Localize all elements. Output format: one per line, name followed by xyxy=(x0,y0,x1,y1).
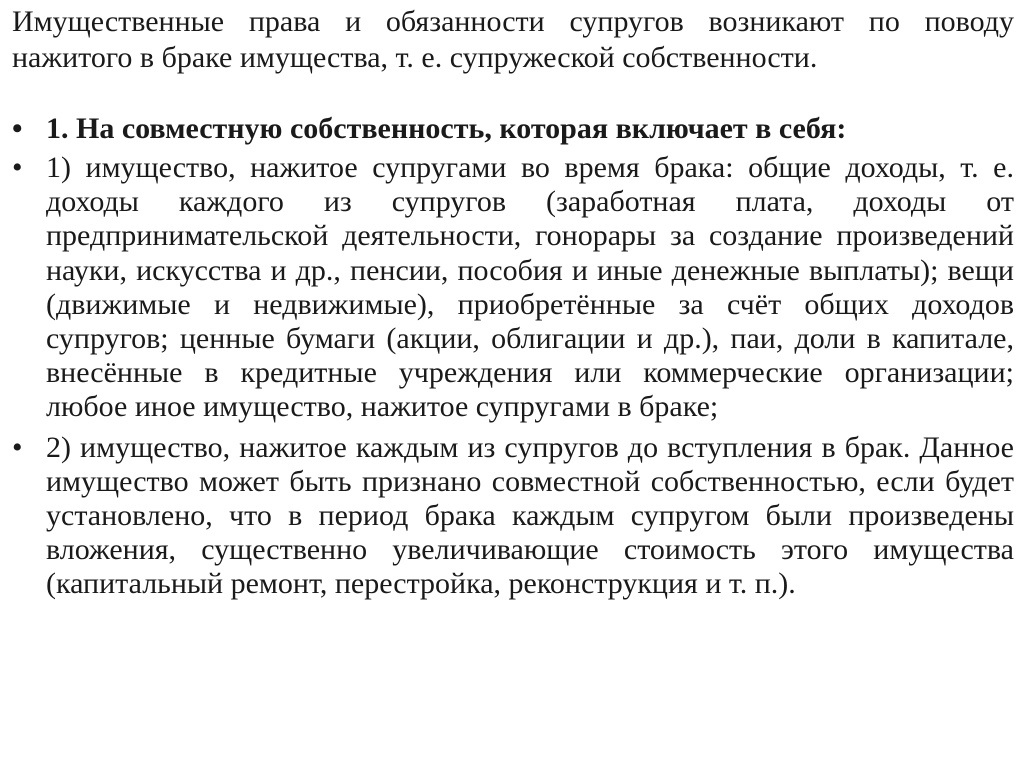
bullet-item-marital-property xyxy=(12,151,1014,425)
bullet-item-joint-property-heading xyxy=(12,111,1014,147)
bullet-item-premarital-property xyxy=(12,431,1014,602)
bullet-dot-icon: • xyxy=(12,151,23,184)
bullet-text: 1) имущество, нажитое супругами во время брака: общие доходы, т. е. доходы каждого из супругов (заработная плата, доходы от предпринимательской деятельности, гонорары за создание произведений науки, искусства и др., пенсии, пособия и иные денежные выплаты); вещи (движимые и недвижимые), приобретённые за счёт общих доходов супругов; ценные бумаги (акции, облигации и др.), паи, доли в капитале, внесённые в кредитные учреждения или коммерческие организации; любое иное имущество, нажитое супругами в браке; xyxy=(46,151,1014,424)
bullet-dot-icon: • xyxy=(12,112,23,145)
bullet-text: 1. На совместную собственность, которая включает в себя: xyxy=(46,112,847,145)
intro-paragraph: Имущественные права и обязанности супругов возникают по поводу нажитого в браке имущества, т. е. супружеской собственности. xyxy=(12,5,1014,74)
bullet-dot-icon: • xyxy=(12,430,23,464)
bullet-list xyxy=(12,111,1014,608)
bullet-text: 2) имущество, нажитое каждым из супругов до вступления в брак. Данное имущество может быть признано совместной собственностью, если будет установлено, что в период брака каждым супругом были произведены вложения, существенно увеличивающие стоимость этого имущества (капитальный ремонт, перестройка, реконструкция и т. п.). xyxy=(46,430,1014,601)
